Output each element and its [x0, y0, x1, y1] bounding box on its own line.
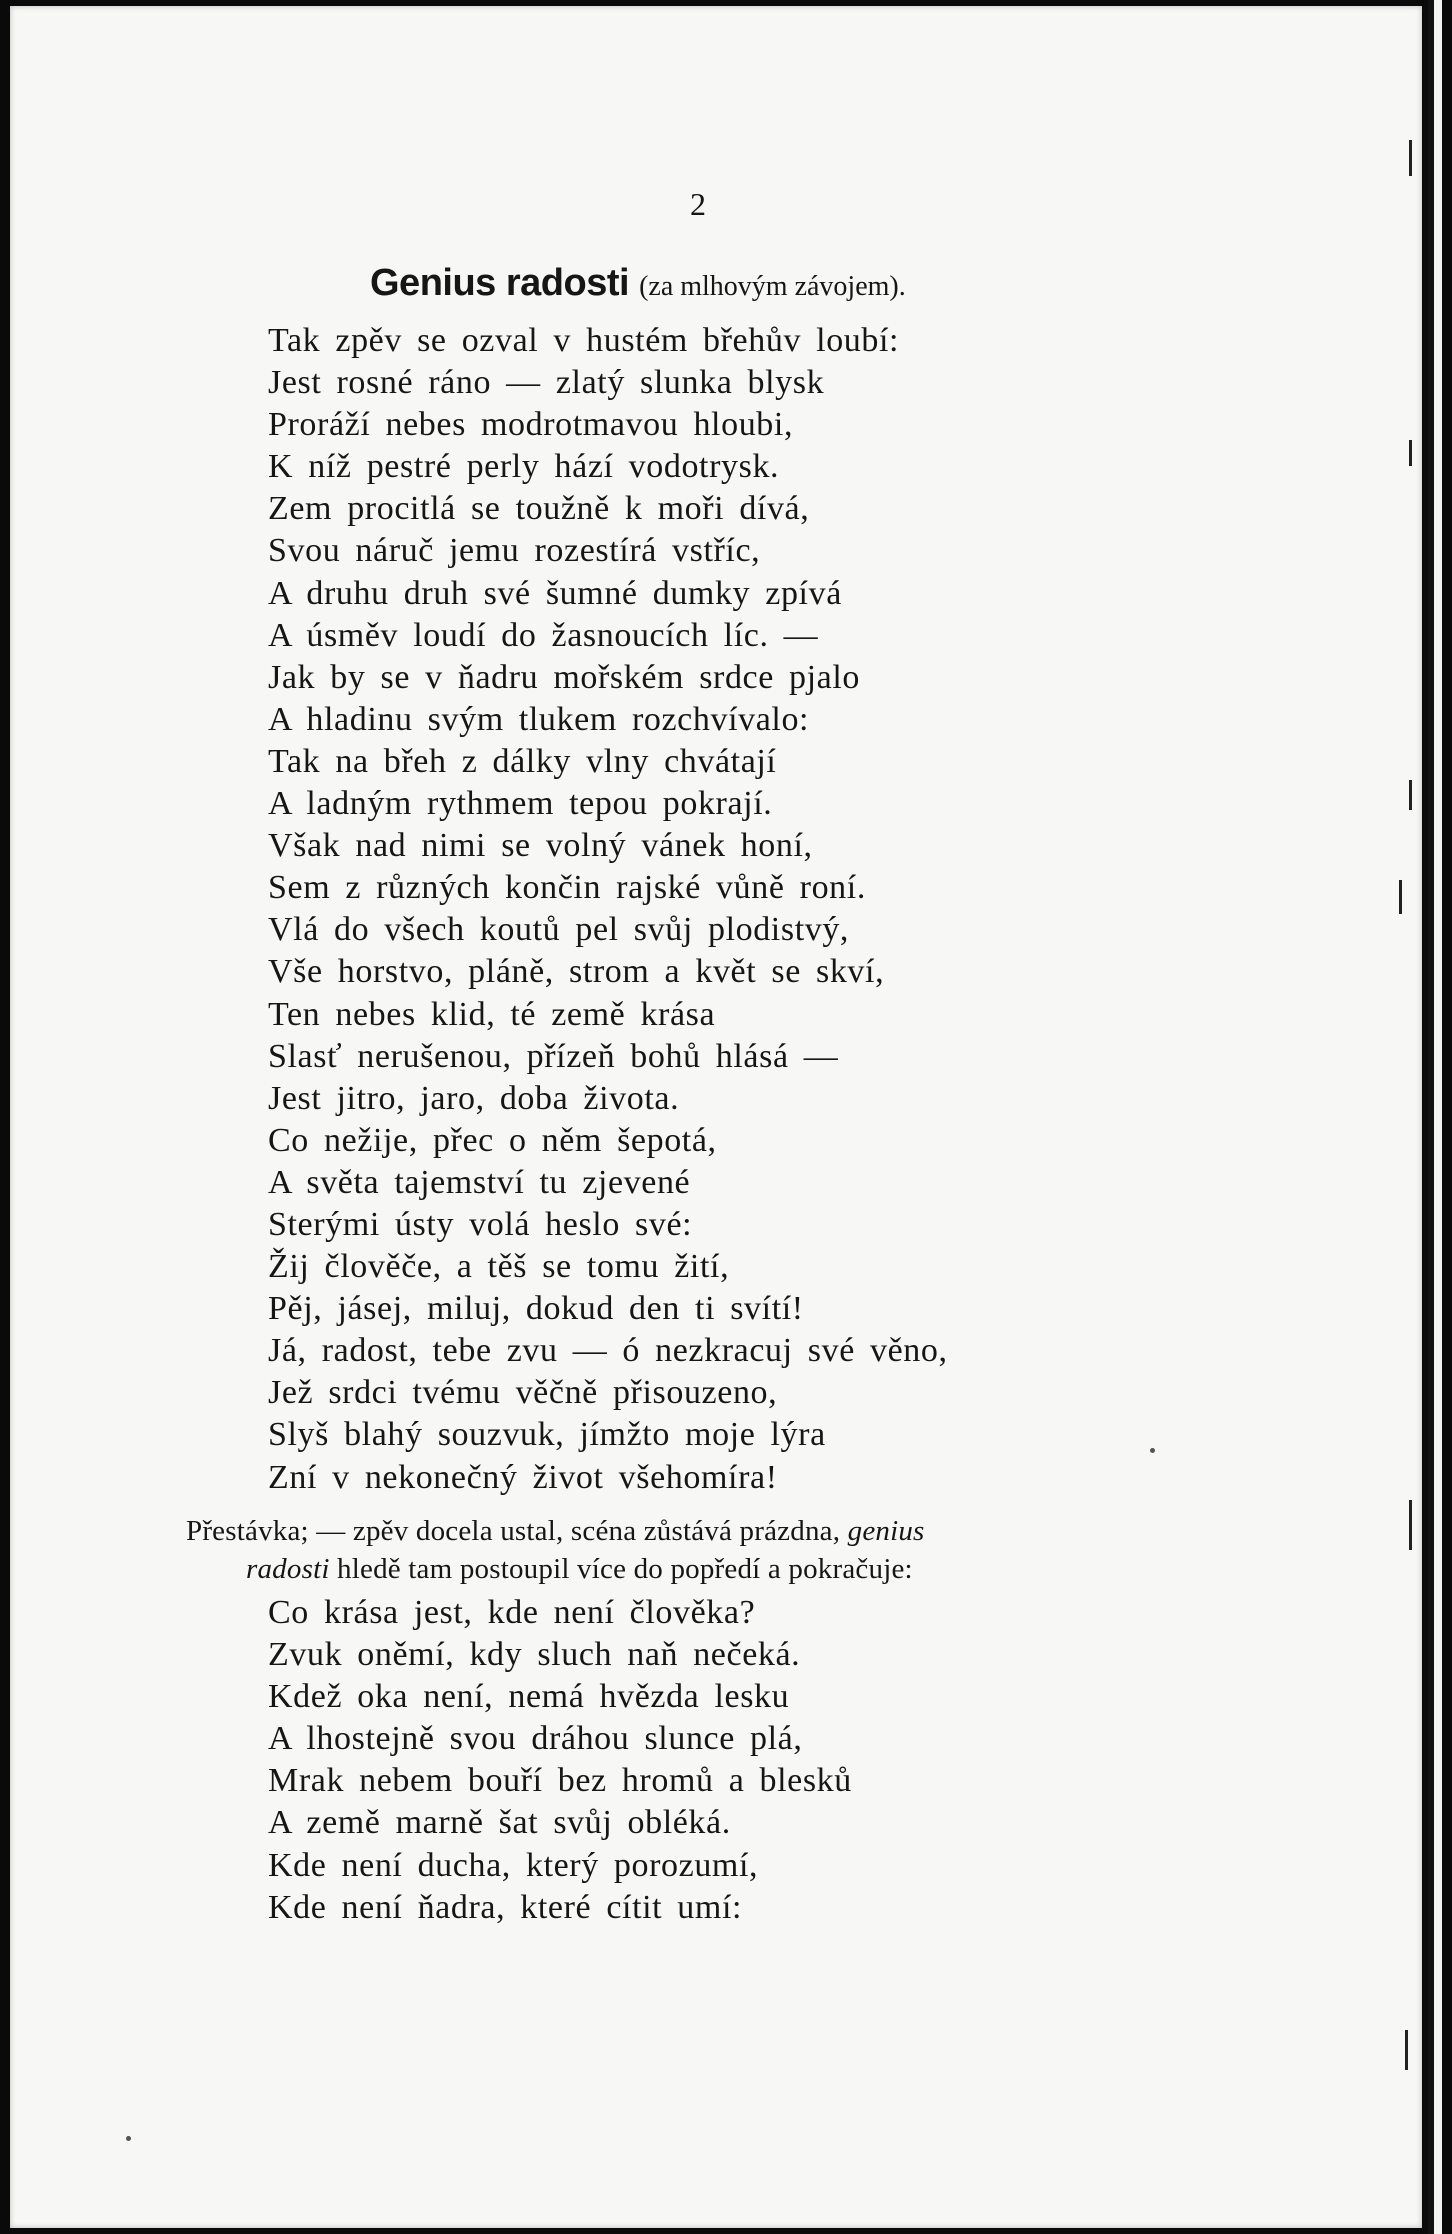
- verse-line: A druhu druh své šumné dumky zpívá: [268, 574, 842, 612]
- verse-line: Jest rosné ráno — zlatý slunka blysk: [268, 364, 825, 402]
- stage-direction-text: Přestávka; — zpěv docela ustal, scéna zůstává prázdna,: [186, 1515, 841, 1547]
- speck: [1150, 1448, 1155, 1453]
- scene-title: [370, 262, 906, 312]
- stage-direction-italic: genius: [847, 1515, 925, 1547]
- verse-line: Mrak nebem bouří bez hromů a blesků: [268, 1762, 852, 1800]
- verse-line: Jež srdci tvému věčně přisouzeno,: [268, 1374, 778, 1412]
- verse-line: Zvuk oněmí, kdy sluch naň nečeká.: [268, 1636, 801, 1674]
- verse-line: Co nežije, přec o něm šepotá,: [268, 1121, 717, 1159]
- title-subtitle: (za mlhovým závojem).: [639, 271, 906, 302]
- margin-mark: [1409, 140, 1412, 176]
- verse-block-1: [268, 320, 948, 1499]
- verse-line: Sem z různých končin rajské vůně roní.: [268, 869, 866, 907]
- verse-line: Kdež oka není, nemá hvězda lesku: [268, 1678, 790, 1716]
- stage-direction: [186, 1512, 925, 1588]
- verse-line: A světa tajemství tu zjevené: [268, 1163, 691, 1201]
- stage-direction-line-1: [186, 1512, 925, 1550]
- verse-line: Vlá do všech koutů pel svůj plodistvý,: [268, 911, 850, 949]
- stage-direction-text: hledě tam postoupil více do popředí a pokračuje:: [337, 1553, 913, 1585]
- speck: [126, 2136, 131, 2141]
- margin-mark: [1399, 880, 1402, 914]
- binding-edge-shadow: [1428, 0, 1434, 2234]
- stage-direction-italic: radosti: [246, 1553, 330, 1585]
- verse-line: Tak zpěv se ozval v hustém břehův loubí:: [268, 322, 900, 359]
- verse-line: A lhostejně svou dráhou slunce plá,: [268, 1720, 803, 1758]
- verse-line: Kde není ňadra, které cítit umí:: [268, 1888, 743, 1926]
- verse-line: A hladinu svým tlukem rozchvívalo:: [268, 700, 810, 738]
- margin-mark: [1409, 1500, 1412, 1550]
- verse-line: Proráží nebes modrotmavou hloubi,: [268, 406, 794, 444]
- verse-line: A ladným rythmem tepou pokrají.: [268, 785, 773, 823]
- verse-line: A země marně šat svůj obléká.: [268, 1804, 731, 1842]
- margin-mark: [1405, 2030, 1408, 2070]
- verse-line: Zní v nekonečný život všehomíra!: [268, 1458, 778, 1496]
- verse-line: Tak na břeh z dálky vlny chvátají: [268, 742, 777, 780]
- verse-line: Vše horstvo, pláně, strom a květ se skví,: [268, 953, 885, 991]
- verse-line: K níž pestré perly hází vodotrysk.: [268, 448, 780, 486]
- verse-line: Slyš blahý souzvuk, jímžto moje lýra: [268, 1416, 826, 1454]
- verse-block-2: [268, 1592, 852, 1929]
- verse-line: Zem procitlá se toužně k moři dívá,: [268, 490, 810, 528]
- title-main: Genius radosti: [370, 262, 630, 304]
- verse-line: Svou náruč jemu rozestírá vstříc,: [268, 532, 761, 570]
- page-edge: [1434, 0, 1442, 2234]
- verse-line: A úsměv loudí do žasnoucích líc. —: [268, 616, 819, 654]
- stage-direction-line-2: [186, 1550, 925, 1588]
- margin-mark: [1409, 780, 1412, 810]
- verse-line: Však nad nimi se volný vánek honí,: [268, 827, 813, 865]
- page-number: 2: [690, 186, 706, 222]
- verse-line: Co krása jest, kde není člověka?: [268, 1594, 756, 1631]
- verse-line: Sterými ústy volá heslo své:: [268, 1205, 693, 1243]
- verse-line: Kde není ducha, který porozumí,: [268, 1846, 759, 1884]
- margin-mark: [1409, 440, 1412, 466]
- verse-line: Já, radost, tebe zvu — ó nezkracuj své věno,: [268, 1332, 948, 1370]
- verse-line: Pěj, jásej, miluj, dokud den ti svítí!: [268, 1290, 804, 1328]
- verse-line: Žij člověče, a těš se tomu žití,: [268, 1248, 730, 1286]
- verse-line: Jest jitro, jaro, doba života.: [268, 1079, 680, 1117]
- verse-line: Jak by se v ňadru mořském srdce pjalo: [268, 658, 861, 696]
- verse-line: Slasť nerušenou, přízeň bohů hlásá —: [268, 1037, 839, 1075]
- verse-line: Ten nebes klid, té země krása: [268, 995, 716, 1033]
